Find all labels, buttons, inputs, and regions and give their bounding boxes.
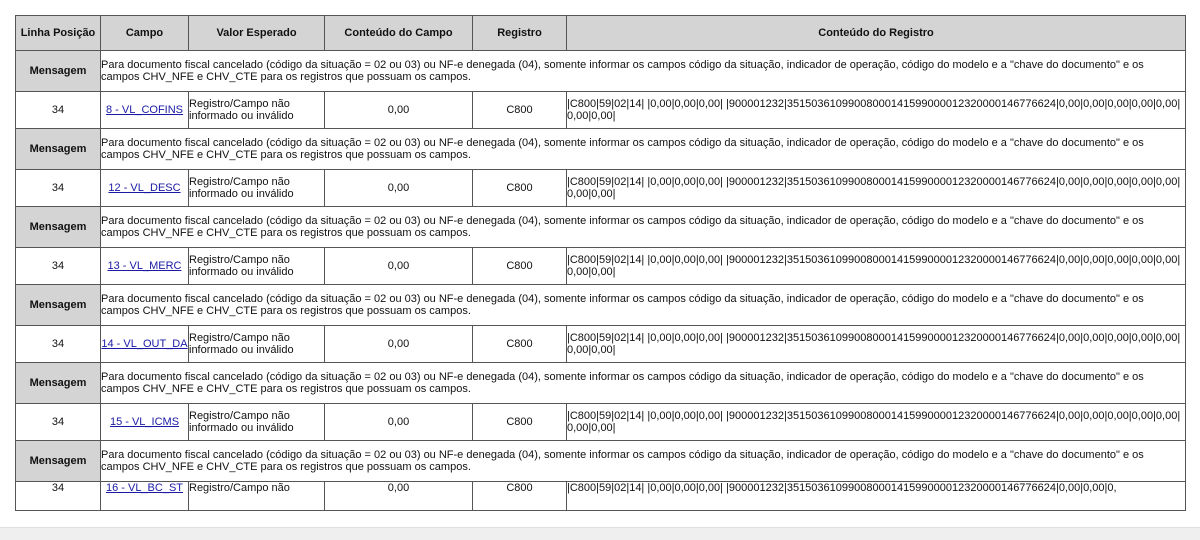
- conteudo-campo-cell: 0,00: [325, 170, 473, 207]
- message-text: Para documento fiscal cancelado (código da situação = 02 ou 03) ou NF-e denegada (04), somente informar os campos código da situação, indicador de operação, código do modelo e a "chave do documento" e os campos CHV_NFE e CHV_CTE para os registros que possuam os campos.: [101, 129, 1186, 170]
- valor-esperado-cell: Registro/Campo não: [189, 482, 325, 511]
- message-text: Para documento fiscal cancelado (código da situação = 02 ou 03) ou NF-e denegada (04), somente informar os campos código da situação, indicador de operação, código do modelo e a "chave do documento" e os campos CHV_NFE e CHV_CTE para os registros que possuam os campos.: [101, 363, 1186, 404]
- conteudo-campo-cell: 0,00: [325, 404, 473, 441]
- message-text: Para documento fiscal cancelado (código da situação = 02 ou 03) ou NF-e denegada (04), somente informar os campos código da situação, indicador de operação, código do modelo e a "chave do documento" e os campos CHV_NFE e CHV_CTE para os registros que possuam os campos.: [101, 207, 1186, 248]
- registro-cell: C800: [473, 92, 567, 129]
- campo-link[interactable]: 12 - VL_DESC: [108, 182, 181, 194]
- conteudo-registro-cell: |C800|59|02|14| |0,00|0,00|0,00| |900001232|35150361099008000141599000012320000146776624|0,00|0,00|0,00|0,00|0,00|0,00|0,00|: [567, 92, 1186, 129]
- message-text: Para documento fiscal cancelado (código da situação = 02 ou 03) ou NF-e denegada (04), somente informar os campos código da situação, indicador de operação, código do modelo e a "chave do documento" e os campos CHV_NFE e CHV_CTE para os registros que possuam os campos.: [101, 51, 1186, 92]
- message-row: [16, 129, 1186, 170]
- valor-esperado-cell: Registro/Campo não informado ou inválido: [189, 326, 325, 363]
- valor-esperado-cell: Registro/Campo não informado ou inválido: [189, 404, 325, 441]
- header-linha-posicao: Linha Posição: [16, 16, 101, 51]
- valor-esperado-cell: Registro/Campo não informado ou inválido: [189, 170, 325, 207]
- message-label: Mensagem: [16, 129, 101, 170]
- header-campo: Campo: [101, 16, 189, 51]
- report-body: [16, 51, 1186, 511]
- campo-link[interactable]: 14 - VL_OUT_DA: [101, 338, 188, 350]
- conteudo-campo-cell: 0,00: [325, 482, 473, 511]
- conteudo-registro-cell: |C800|59|02|14| |0,00|0,00|0,00| |900001232|35150361099008000141599000012320000146776624|0,00|0,00|0,00|0,00|0,00|0,00|0,00|: [567, 404, 1186, 441]
- header-registro: Registro: [473, 16, 567, 51]
- horizontal-scrollbar[interactable]: [0, 527, 1200, 540]
- table-row: [16, 482, 1186, 511]
- valor-esperado-cell: Registro/Campo não informado ou inválido: [189, 248, 325, 285]
- conteudo-registro-cell: |C800|59|02|14| |0,00|0,00|0,00| |900001232|35150361099008000141599000012320000146776624|0,00|0,00|0,00|0,00|0,00|0,00|0,00|: [567, 326, 1186, 363]
- campo-cell: [101, 248, 189, 285]
- message-label: Mensagem: [16, 51, 101, 92]
- linha-posicao-cell: 34: [16, 326, 101, 363]
- message-row: [16, 363, 1186, 404]
- message-text: Para documento fiscal cancelado (código da situação = 02 ou 03) ou NF-e denegada (04), somente informar os campos código da situação, indicador de operação, código do modelo e a "chave do documento" e os campos CHV_NFE e CHV_CTE para os registros que possuam os campos.: [101, 441, 1186, 482]
- conteudo-campo-cell: 0,00: [325, 326, 473, 363]
- message-label: Mensagem: [16, 363, 101, 404]
- message-label: Mensagem: [16, 441, 101, 482]
- table-row: [16, 248, 1186, 285]
- conteudo-registro-cell: |C800|59|02|14| |0,00|0,00|0,00| |900001232|35150361099008000141599000012320000146776624|0,00|0,00|0,: [567, 482, 1186, 511]
- conteudo-campo-cell: 0,00: [325, 248, 473, 285]
- header-conteudo-campo: Conteúdo do Campo: [325, 16, 473, 51]
- message-row: [16, 207, 1186, 248]
- registro-cell: C800: [473, 170, 567, 207]
- registro-cell: C800: [473, 326, 567, 363]
- conteudo-registro-cell: |C800|59|02|14| |0,00|0,00|0,00| |900001232|35150361099008000141599000012320000146776624|0,00|0,00|0,00|0,00|0,00|0,00|0,00|: [567, 248, 1186, 285]
- message-row: [16, 51, 1186, 92]
- message-label: Mensagem: [16, 207, 101, 248]
- conteudo-campo-cell: 0,00: [325, 92, 473, 129]
- message-text: Para documento fiscal cancelado (código da situação = 02 ou 03) ou NF-e denegada (04), somente informar os campos código da situação, indicador de operação, código do modelo e a "chave do documento" e os campos CHV_NFE e CHV_CTE para os registros que possuam os campos.: [101, 285, 1186, 326]
- validation-report: [15, 15, 1185, 511]
- registro-cell: C800: [473, 248, 567, 285]
- campo-link[interactable]: 15 - VL_ICMS: [109, 416, 180, 428]
- header-conteudo-registro: Conteúdo do Registro: [567, 16, 1186, 51]
- report-table: [15, 15, 1186, 511]
- message-label: Mensagem: [16, 285, 101, 326]
- campo-link[interactable]: 13 - VL_MERC: [107, 260, 182, 272]
- campo-cell: [101, 326, 189, 363]
- campo-cell: [101, 404, 189, 441]
- campo-link[interactable]: 16 - VL_BC_ST: [105, 482, 184, 494]
- conteudo-registro-cell: |C800|59|02|14| |0,00|0,00|0,00| |900001232|35150361099008000141599000012320000146776624|0,00|0,00|0,00|0,00|0,00|0,00|0,00|: [567, 170, 1186, 207]
- campo-link[interactable]: 8 - VL_COFINS: [105, 104, 184, 116]
- campo-cell: [101, 92, 189, 129]
- linha-posicao-cell: 34: [16, 404, 101, 441]
- campo-cell: [101, 170, 189, 207]
- header-row: [16, 16, 1186, 51]
- registro-cell: C800: [473, 482, 567, 511]
- table-row: [16, 92, 1186, 129]
- linha-posicao-cell: 34: [16, 170, 101, 207]
- table-row: [16, 326, 1186, 363]
- linha-posicao-cell: 34: [16, 92, 101, 129]
- campo-cell: [101, 482, 189, 511]
- table-row: [16, 404, 1186, 441]
- linha-posicao-cell: 34: [16, 248, 101, 285]
- header-valor-esperado: Valor Esperado: [189, 16, 325, 51]
- valor-esperado-cell: Registro/Campo não informado ou inválido: [189, 92, 325, 129]
- message-row: [16, 441, 1186, 482]
- linha-posicao-cell: 34: [16, 482, 101, 511]
- registro-cell: C800: [473, 404, 567, 441]
- table-row: [16, 170, 1186, 207]
- message-row: [16, 285, 1186, 326]
